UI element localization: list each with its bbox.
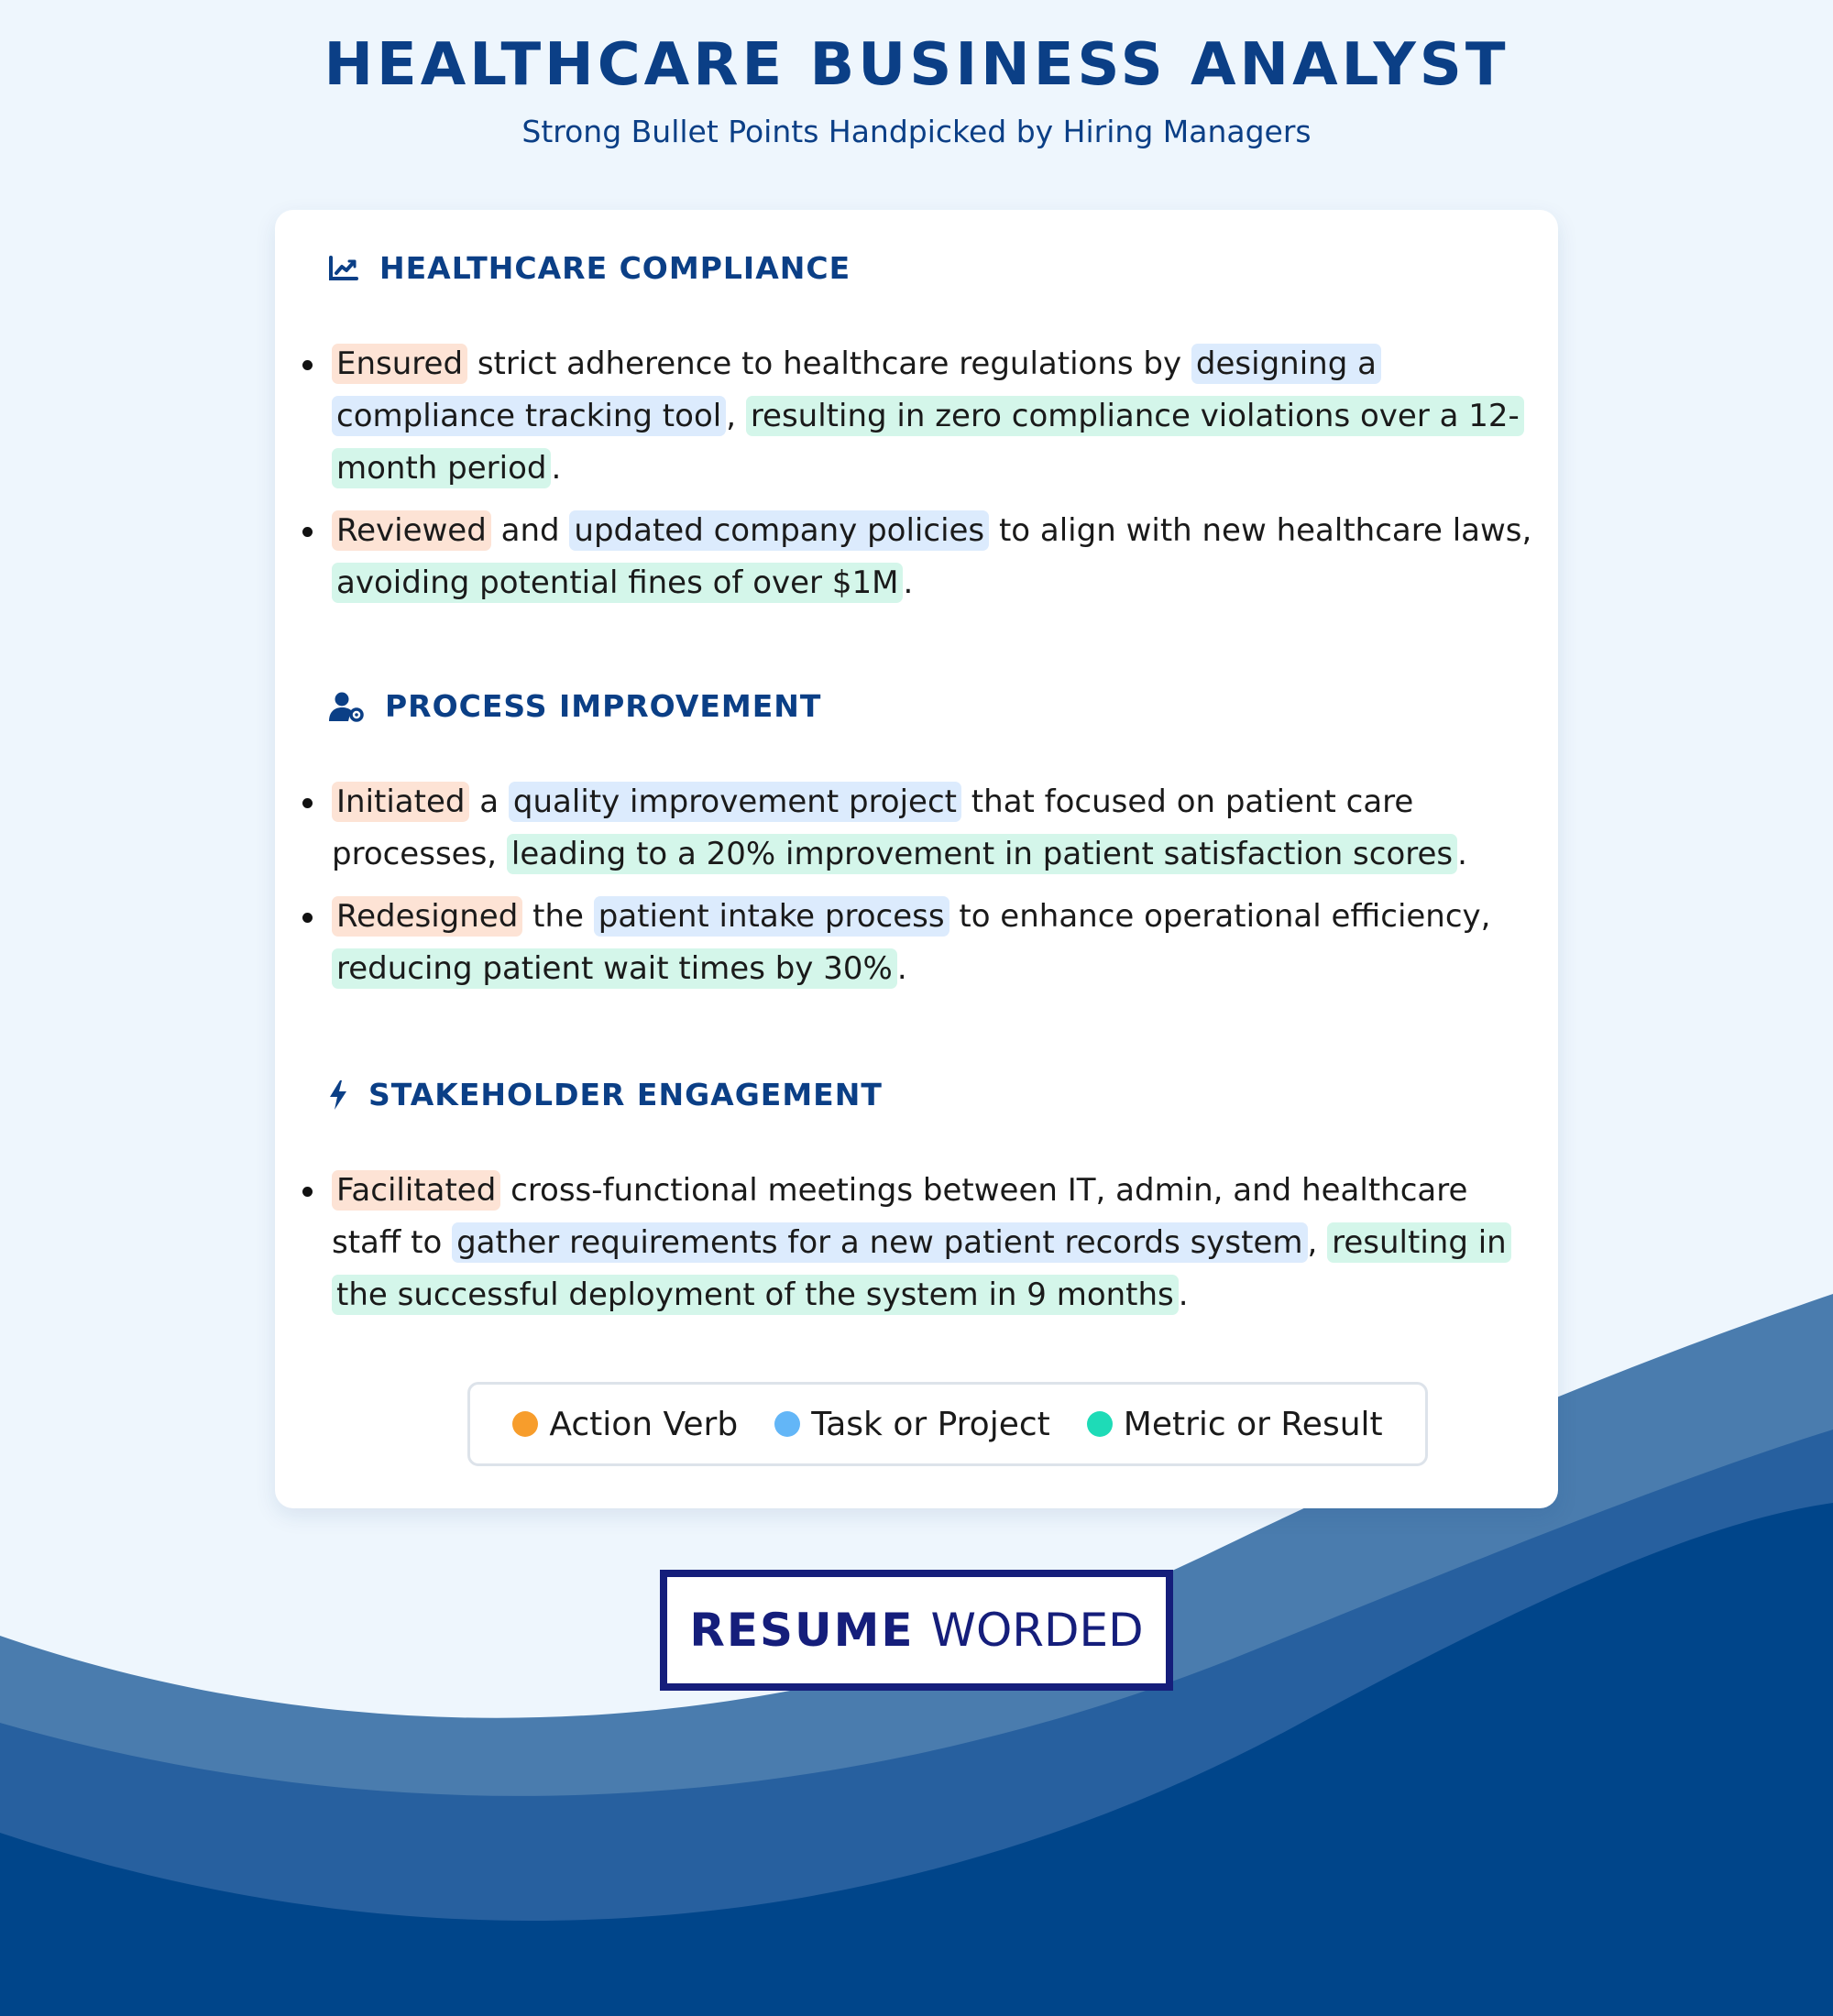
highlight-metric: resulting in zero compliance violations over a 12-month period — [332, 396, 1524, 488]
bullet-item — [332, 338, 1538, 495]
highlight-metric: leading to a 20% improvement in patient satisfaction scores — [507, 834, 1457, 874]
bullet-plain-text: . — [903, 564, 914, 601]
section-title-label: HEALTHCARE COMPLIANCE — [379, 250, 851, 286]
bullet-list — [332, 776, 1538, 1005]
bullet-plain-text: . — [896, 950, 907, 987]
line-chart-icon — [328, 255, 359, 282]
highlight-metric: avoiding potential fines of over $1M — [332, 563, 903, 603]
legend-dot-orange — [512, 1411, 538, 1437]
bullet-plain-text: to align with new healthcare laws, — [989, 512, 1532, 549]
legend-dot-teal — [1087, 1411, 1113, 1437]
bullet-dot — [302, 527, 313, 537]
resume-worded-logo — [660, 1570, 1173, 1691]
highlight-task: designing a compliance tracking tool — [332, 344, 1381, 436]
bullet-plain-text: and — [490, 512, 570, 549]
legend-label: Task or Project — [811, 1405, 1050, 1443]
bullet-plain-text: cross-functional meetings between IT, admin, and healthcare staff to — [332, 1172, 1468, 1261]
legend-item-action-verb — [512, 1406, 738, 1443]
logo-text-strong: RESUME — [689, 1604, 915, 1657]
highlight-metric: resulting in the successful deployment of the system in 9 months — [332, 1222, 1511, 1315]
legend-item-metric-or-result — [1087, 1406, 1383, 1443]
bullet-plain-text: that focused on patient care processes, — [332, 783, 1414, 872]
bullet-dot — [302, 798, 313, 808]
page-title: HEALTHCARE BUSINESS ANALYST — [324, 31, 1509, 99]
bullet-plain-text: strict adherence to healthcare regulations by — [467, 345, 1191, 382]
section-title-label: STAKEHOLDER ENGAGEMENT — [368, 1077, 883, 1112]
bullet-list — [332, 1165, 1538, 1331]
section-title-label: PROCESS IMPROVEMENT — [385, 688, 822, 724]
legend-label: Metric or Result — [1123, 1405, 1383, 1443]
logo-text-light: WORDED — [930, 1604, 1144, 1657]
section-title-healthcare-compliance — [328, 250, 851, 286]
bullet-plain-text: . — [1178, 1276, 1189, 1313]
highlight-action: Redesigned — [332, 896, 522, 937]
legend-dot-blue — [774, 1411, 800, 1437]
highlight-task: updated company policies — [569, 510, 989, 551]
bullet-item — [332, 891, 1538, 995]
bullet-plain-text: , — [726, 398, 746, 434]
user-gear-icon — [328, 691, 365, 722]
bullet-item — [332, 505, 1538, 609]
bullet-plain-text: to enhance operational efficiency, — [949, 898, 1491, 935]
section-title-process-improvement — [328, 688, 821, 724]
bullet-text — [332, 898, 1490, 987]
page-subtitle: Strong Bullet Points Handpicked by Hiring Managers — [521, 114, 1312, 149]
highlight-legend — [467, 1382, 1428, 1466]
highlight-task: quality improvement project — [509, 782, 961, 822]
bullet-item — [332, 776, 1538, 881]
bullet-plain-text: the — [522, 898, 594, 935]
bullet-text — [332, 345, 1524, 487]
bullet-plain-text: . — [551, 450, 562, 487]
bullet-points-card — [275, 210, 1558, 1508]
bullet-item — [332, 1165, 1538, 1321]
legend-item-task-or-project — [774, 1406, 1050, 1443]
bullet-list — [332, 338, 1538, 619]
bullet-text — [332, 783, 1467, 872]
highlight-metric: reducing patient wait times by 30% — [332, 948, 897, 989]
lightning-bolt-icon — [328, 1079, 348, 1111]
highlight-task: patient intake process — [594, 896, 949, 937]
bullet-dot — [302, 360, 313, 370]
highlight-action: Initiated — [332, 782, 469, 822]
bullet-plain-text: a — [469, 783, 509, 820]
bullet-plain-text: , — [1307, 1224, 1328, 1261]
highlight-task: gather requirements for a new patient records system — [452, 1222, 1307, 1263]
bullet-dot — [302, 913, 313, 923]
section-title-stakeholder-engagement — [328, 1077, 883, 1112]
bullet-dot — [302, 1187, 313, 1197]
highlight-action: Ensured — [332, 344, 467, 384]
highlight-action: Reviewed — [332, 510, 491, 551]
bullet-plain-text: . — [1457, 836, 1467, 872]
highlight-action: Facilitated — [332, 1170, 500, 1211]
bullet-text — [332, 1172, 1511, 1313]
legend-label: Action Verb — [549, 1405, 739, 1443]
bullet-text — [332, 512, 1531, 601]
